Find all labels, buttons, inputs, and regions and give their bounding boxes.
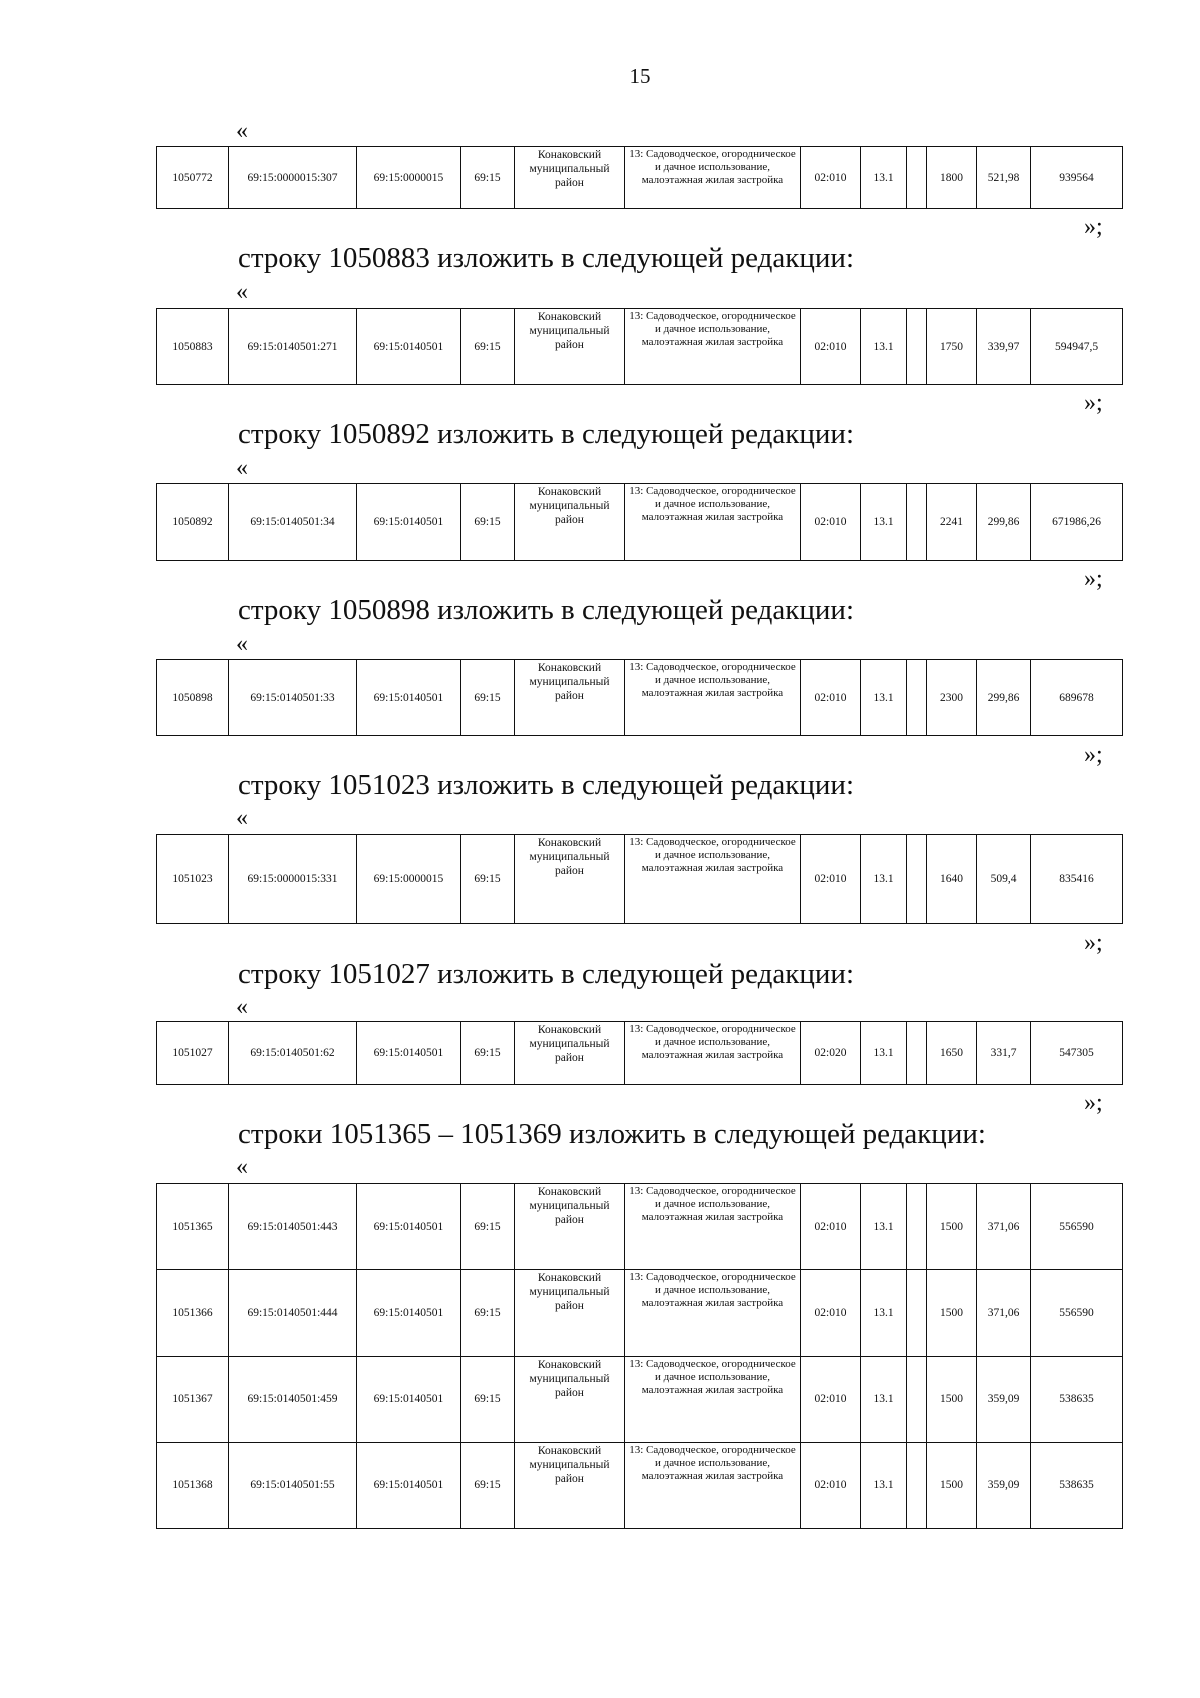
land-use-cell: 13: Садоводческое, огородническое и дачное использование, малоэтажная жилая застройка: [625, 484, 801, 561]
land-use-cell: 13: Садоводческое, огородническое и дачное использование, малоэтажная жилая застройка: [625, 1356, 801, 1442]
page-number: 15: [629, 64, 651, 88]
record-table: [156, 146, 1123, 209]
empty-cell: [907, 1270, 927, 1356]
cadastral-district-cell: 69:15: [461, 309, 515, 385]
table-row: [157, 309, 1123, 385]
price-per-unit-cell: 371,06: [977, 1270, 1031, 1356]
cadastral-quarter-cell: 69:15:0000015: [357, 835, 461, 924]
record-table: [156, 308, 1123, 385]
municipality-cell: Конаковский муниципальный район: [515, 1442, 625, 1528]
empty-cell: [907, 1356, 927, 1442]
close-quote: »;: [1084, 930, 1103, 956]
land-use-cell: 13: Садоводческое, огородническое и дачное использование, малоэтажная жилая застройка: [625, 1442, 801, 1528]
empty-cell: [907, 1022, 927, 1085]
row-id-cell: 1051023: [157, 835, 229, 924]
cadastral-value-cell: 671986,26: [1031, 484, 1123, 561]
zone-code-cell: 02:010: [801, 1184, 861, 1270]
zone-code-cell: 02:010: [801, 835, 861, 924]
land-use-cell: 13: Садоводческое, огородническое и дачное использование, малоэтажная жилая застройка: [625, 1022, 801, 1085]
cadastral-quarter-cell: 69:15:0140501: [357, 1184, 461, 1270]
code-cell: 13.1: [861, 309, 907, 385]
empty-cell: [907, 484, 927, 561]
record-table: [156, 483, 1123, 561]
cadastral-quarter-cell: 69:15:0000015: [357, 147, 461, 209]
row-id-cell: 1051367: [157, 1356, 229, 1442]
row-id-cell: 1051366: [157, 1270, 229, 1356]
area-cell: 1500: [927, 1442, 977, 1528]
record-table: [156, 659, 1123, 736]
cadastral-number-cell: 69:15:0140501:459: [229, 1356, 357, 1442]
instruction-text: строку 1050883 изложить в следующей редакции:: [238, 242, 854, 274]
municipality-cell: Конаковский муниципальный район: [515, 1184, 625, 1270]
code-cell: 13.1: [861, 484, 907, 561]
price-per-unit-cell: 299,86: [977, 484, 1031, 561]
cadastral-number-cell: 69:15:0140501:55: [229, 1442, 357, 1528]
cadastral-value-cell: 538635: [1031, 1442, 1123, 1528]
municipality-cell: Конаковский муниципальный район: [515, 309, 625, 385]
price-per-unit-cell: 339,97: [977, 309, 1031, 385]
zone-code-cell: 02:010: [801, 147, 861, 209]
close-quote: »;: [1084, 390, 1103, 416]
close-quote: »;: [1084, 566, 1103, 592]
cadastral-number-cell: 69:15:0140501:33: [229, 660, 357, 736]
municipality-cell: Конаковский муниципальный район: [515, 660, 625, 736]
close-quote: »;: [1084, 214, 1103, 240]
table-row: [157, 1022, 1123, 1085]
row-id-cell: 1050772: [157, 147, 229, 209]
land-use-cell: 13: Садоводческое, огородническое и дачное использование, малоэтажная жилая застройка: [625, 309, 801, 385]
area-cell: 1750: [927, 309, 977, 385]
instruction-text: строку 1050898 изложить в следующей редакции:: [238, 594, 854, 626]
open-quote: «: [236, 118, 248, 144]
empty-cell: [907, 835, 927, 924]
cadastral-district-cell: 69:15: [461, 484, 515, 561]
open-quote: «: [236, 631, 248, 657]
cadastral-quarter-cell: 69:15:0140501: [357, 1356, 461, 1442]
record-table: [156, 834, 1123, 924]
code-cell: 13.1: [861, 1022, 907, 1085]
price-per-unit-cell: 359,09: [977, 1442, 1031, 1528]
code-cell: 13.1: [861, 1184, 907, 1270]
open-quote: «: [236, 994, 248, 1020]
row-id-cell: 1050883: [157, 309, 229, 385]
cadastral-value-cell: 547305: [1031, 1022, 1123, 1085]
table-row: [157, 147, 1123, 209]
cadastral-value-cell: 556590: [1031, 1270, 1123, 1356]
row-id-cell: 1050892: [157, 484, 229, 561]
municipality-cell: Конаковский муниципальный район: [515, 1356, 625, 1442]
open-quote: «: [236, 1154, 248, 1180]
code-cell: 13.1: [861, 1270, 907, 1356]
code-cell: 13.1: [861, 1442, 907, 1528]
cadastral-district-cell: 69:15: [461, 1270, 515, 1356]
cadastral-number-cell: 69:15:0140501:34: [229, 484, 357, 561]
price-per-unit-cell: 359,09: [977, 1356, 1031, 1442]
row-id-cell: 1051368: [157, 1442, 229, 1528]
open-quote: «: [236, 805, 248, 831]
table-row: [157, 484, 1123, 561]
open-quote: «: [236, 455, 248, 481]
land-use-cell: 13: Садоводческое, огородническое и дачное использование, малоэтажная жилая застройка: [625, 660, 801, 736]
zone-code-cell: 02:010: [801, 1356, 861, 1442]
cadastral-quarter-cell: 69:15:0140501: [357, 1022, 461, 1085]
cadastral-number-cell: 69:15:0140501:444: [229, 1270, 357, 1356]
area-cell: 1640: [927, 835, 977, 924]
price-per-unit-cell: 299,86: [977, 660, 1031, 736]
zone-code-cell: 02:010: [801, 309, 861, 385]
record-table: [156, 1021, 1123, 1085]
cadastral-number-cell: 69:15:0000015:307: [229, 147, 357, 209]
cadastral-district-cell: 69:15: [461, 147, 515, 209]
price-per-unit-cell: 331,7: [977, 1022, 1031, 1085]
row-id-cell: 1050898: [157, 660, 229, 736]
cadastral-number-cell: 69:15:0140501:443: [229, 1184, 357, 1270]
cadastral-quarter-cell: 69:15:0140501: [357, 1442, 461, 1528]
area-cell: 1500: [927, 1270, 977, 1356]
area-cell: 1500: [927, 1356, 977, 1442]
land-use-cell: 13: Садоводческое, огородническое и дачное использование, малоэтажная жилая застройка: [625, 1270, 801, 1356]
empty-cell: [907, 309, 927, 385]
record-table: [156, 1183, 1123, 1529]
instruction-text: строки 1051365 – 1051369 изложить в следующей редакции:: [238, 1118, 986, 1150]
empty-cell: [907, 147, 927, 209]
cadastral-number-cell: 69:15:0140501:271: [229, 309, 357, 385]
zone-code-cell: 02:010: [801, 1442, 861, 1528]
zone-code-cell: 02:010: [801, 660, 861, 736]
cadastral-value-cell: 689678: [1031, 660, 1123, 736]
land-use-cell: 13: Садоводческое, огородническое и дачное использование, малоэтажная жилая застройка: [625, 1184, 801, 1270]
municipality-cell: Конаковский муниципальный район: [515, 1270, 625, 1356]
cadastral-district-cell: 69:15: [461, 1442, 515, 1528]
cadastral-district-cell: 69:15: [461, 1356, 515, 1442]
price-per-unit-cell: 509,4: [977, 835, 1031, 924]
cadastral-number-cell: 69:15:0140501:62: [229, 1022, 357, 1085]
area-cell: 1800: [927, 147, 977, 209]
code-cell: 13.1: [861, 1356, 907, 1442]
municipality-cell: Конаковский муниципальный район: [515, 484, 625, 561]
municipality-cell: Конаковский муниципальный район: [515, 147, 625, 209]
zone-code-cell: 02:010: [801, 484, 861, 561]
cadastral-quarter-cell: 69:15:0140501: [357, 1270, 461, 1356]
code-cell: 13.1: [861, 147, 907, 209]
cadastral-quarter-cell: 69:15:0140501: [357, 484, 461, 561]
table-row: [157, 835, 1123, 924]
land-use-cell: 13: Садоводческое, огородническое и дачное использование, малоэтажная жилая застройка: [625, 147, 801, 209]
instruction-text: строку 1051027 изложить в следующей редакции:: [238, 958, 854, 990]
table-row: [157, 660, 1123, 736]
table-row: [157, 1356, 1123, 1442]
cadastral-district-cell: 69:15: [461, 660, 515, 736]
cadastral-district-cell: 69:15: [461, 1184, 515, 1270]
area-cell: 1650: [927, 1022, 977, 1085]
instruction-text: строку 1051023 изложить в следующей редакции:: [238, 769, 854, 801]
cadastral-value-cell: 538635: [1031, 1356, 1123, 1442]
cadastral-quarter-cell: 69:15:0140501: [357, 660, 461, 736]
empty-cell: [907, 1184, 927, 1270]
zone-code-cell: 02:020: [801, 1022, 861, 1085]
municipality-cell: Конаковский муниципальный район: [515, 1022, 625, 1085]
municipality-cell: Конаковский муниципальный район: [515, 835, 625, 924]
cadastral-value-cell: 556590: [1031, 1184, 1123, 1270]
empty-cell: [907, 1442, 927, 1528]
price-per-unit-cell: 371,06: [977, 1184, 1031, 1270]
close-quote: »;: [1084, 742, 1103, 768]
land-use-cell: 13: Садоводческое, огородническое и дачное использование, малоэтажная жилая застройка: [625, 835, 801, 924]
price-per-unit-cell: 521,98: [977, 147, 1031, 209]
code-cell: 13.1: [861, 835, 907, 924]
open-quote: «: [236, 279, 248, 305]
cadastral-number-cell: 69:15:0000015:331: [229, 835, 357, 924]
table-row: [157, 1442, 1123, 1528]
cadastral-quarter-cell: 69:15:0140501: [357, 309, 461, 385]
close-quote: »;: [1084, 1090, 1103, 1116]
cadastral-district-cell: 69:15: [461, 1022, 515, 1085]
area-cell: 2241: [927, 484, 977, 561]
cadastral-value-cell: 835416: [1031, 835, 1123, 924]
row-id-cell: 1051027: [157, 1022, 229, 1085]
table-row: [157, 1184, 1123, 1270]
table-row: [157, 1270, 1123, 1356]
row-id-cell: 1051365: [157, 1184, 229, 1270]
empty-cell: [907, 660, 927, 736]
cadastral-value-cell: 594947,5: [1031, 309, 1123, 385]
instruction-text: строку 1050892 изложить в следующей редакции:: [238, 418, 854, 450]
cadastral-value-cell: 939564: [1031, 147, 1123, 209]
area-cell: 1500: [927, 1184, 977, 1270]
cadastral-district-cell: 69:15: [461, 835, 515, 924]
zone-code-cell: 02:010: [801, 1270, 861, 1356]
area-cell: 2300: [927, 660, 977, 736]
code-cell: 13.1: [861, 660, 907, 736]
